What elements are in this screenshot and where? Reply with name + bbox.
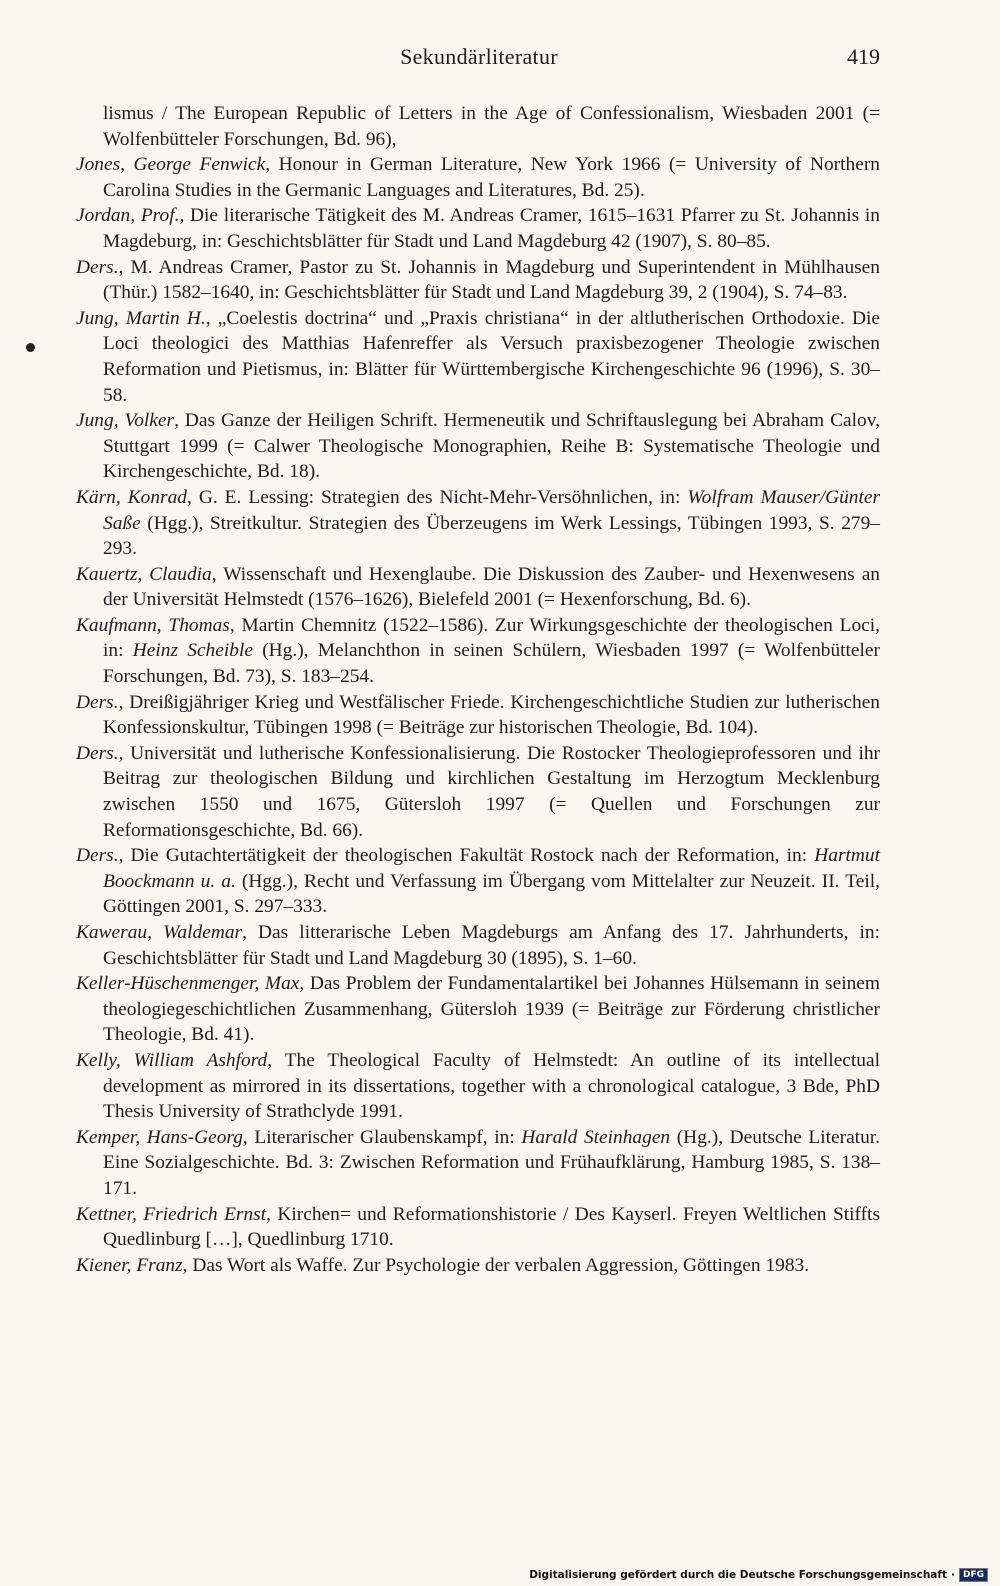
bibliography-list [76,101,880,1278]
bibliography-entry [76,152,880,203]
entry-author: Keller-Hüschenmenger, Max [76,973,300,995]
digitization-credit: Digitalisierung gefördert durch die Deutsche Forschungsgemeinschaft · DFG [529,1568,988,1582]
entry-text: , Literarischer Glaubenskampf, in: [242,1126,522,1148]
entry-author: Ders. [76,845,119,867]
entry-text: (Hgg.), Recht und Verfassung im Übergang vom Mittelalter zur Neuzeit. II. Teil, Göttingen 2001, S. 297–333. [103,870,880,918]
entry-author: Kärn, Konrad [76,486,187,508]
entry-text: , Wissenschaft und Hexenglaube. Die Diskussion des Zauber- und Hexenwesens an der Universität Helmstedt (1576–1626), Bielefeld 2001 (= Hexenforschung, Bd. 6). [103,563,880,611]
bibliography-entry [76,843,880,920]
bibliography-entry [76,1253,880,1279]
bibliography-entry [76,690,880,741]
entry-text: , Das Problem der Fundamentalartikel bei Johannes Hülsemann in seinem theologiegeschichtlichen Zusammenhang, Gütersloh 1939 (= Beiträge zur Förderung christlicher Theologie, Bd. 41). [103,973,880,1046]
entry-text: , Das Wort als Waffe. Zur Psychologie der verbalen Aggression, Göttingen 1983. [182,1254,810,1276]
entry-author: Jung, Volker [76,410,175,432]
page-header [78,44,880,76]
entry-text: , Kirchen= und Reformationshistorie / Des Kayserl. Freyen Weltlichen Stiffts Quedlinburg […], Quedlinburg 1710. [103,1203,880,1251]
entry-text: , Das litterarische Leben Magdeburgs am Anfang des 17. Jahrhunderts, in: Geschichtsblätter für Stadt und Land Magdeburg 30 (1895), S. 1–60. [103,922,880,969]
entry-author: Kawerau, Waldemar [76,922,243,943]
entry-author: Kiener, Franz [76,1254,183,1276]
entry-author: Ders. [76,742,119,764]
dfg-logo-icon: DFG [959,1568,988,1582]
entry-text: , Das Ganze der Heiligen Schrift. Hermeneutik und Schriftauslegung bei Abraham Calov, Stuttgart 1999 (= Calwer Theologische Monographien, Reihe B: Systematische Theologie und Kirchengeschichte, Bd. 18). [103,410,880,483]
entry-author: Ders. [76,256,119,278]
bibliography-entry [76,485,880,562]
entry-editors: Wolfram Mauser/Günter Saße [103,486,881,534]
entry-text: (Hgg.), Streitkultur. Strategien des Überzeugens im Werk Lessings, Tübingen 1993, S. 279–293. [103,512,880,560]
bibliography-entry [76,971,880,1048]
entry-text: lismus / The European Republic of Letters in the Age of Confessionalism, Wiesbaden 2001 (= Wolfenbütteler Forschungen, Bd. 96), [103,103,880,150]
entry-author: Jung, Martin H. [76,307,206,329]
bibliography-entry [76,255,880,306]
entry-author: Jones, George Fenwick [76,154,266,176]
entry-text: (Hg.), Melanchthon in seinen Schülern, Wiesbaden 1997 (= Wolfenbütteler Forschungen, Bd. 73), S. 183–254. [103,640,880,688]
entry-author: Kauertz, Claudia [76,563,212,585]
entry-author: Kaufmann, Thomas [76,614,230,636]
bibliography-entry [76,1125,880,1202]
entry-author: Kelly, William Ashford [76,1049,268,1071]
entry-text: , Universität und lutherische Konfessionalisierung. Die Rostocker Theologieprofessoren und ihr Beitrag zur theologischen Bildung und kirchlichen Gestaltung im Herzogtum Mecklenburg zwischen 1550 und 1675, Gütersloh 1997 (= Quellen und Forschungen zur Reformationsgeschichte, Bd. 66). [103,742,880,841]
bibliography-entry [76,101,880,152]
entry-text: , Die literarische Tätigkeit des M. Andreas Cramer, 1615–1631 Pfarrer zu St. Johannis in Magdeburg, in: Geschichtsblätter für Stadt und Land Magdeburg 42 (1907), S. 80–85. [103,205,880,252]
bibliography-entry [76,562,880,613]
entry-text: , Honour in German Literature, New York 1966 (= University of Northern Carolina Studies in the Germanic Languages and Literatures, Bd. 25). [103,154,880,201]
bibliography-entry [76,741,880,843]
bibliography-entry [76,920,880,971]
bibliography-entry [76,203,880,254]
entry-author: Ders. [76,691,119,713]
entry-text: (Hg.), Deutsche Literatur. Eine Sozialgeschichte. Bd. 3: Zwischen Reformation und Frühaufklärung, Hamburg 1985, S. 138–171. [103,1126,881,1199]
entry-text: , Dreißigjähriger Krieg und Westfälischer Friede. Kirchengeschichtliche Studien zur lutherischen Konfessionskultur, Tübingen 1998 (= Beiträge zur historischen Theologie, Bd. 104). [103,691,880,739]
credit-text: Digitalisierung gefördert durch die Deutsche Forschungsgemeinschaft [529,1569,947,1581]
entry-editors: Hartmut Boockmann u. a. [103,845,880,892]
entry-author: Jordan, Prof. [76,205,180,227]
bibliography-entry [76,306,880,408]
entry-editors: Harald Steinhagen [521,1126,671,1148]
entry-editors: Heinz Scheible [132,640,253,662]
margin-mark [26,343,35,352]
entry-text: , Martin Chemnitz (1522–1586). Zur Wirkungsgeschichte der theologischen Loci, in: [103,614,880,662]
bibliography-entry [76,1202,880,1253]
bibliography-entry [76,408,880,485]
bibliography-entry [76,1048,880,1125]
running-head: Sekundärliteratur [400,44,558,69]
entry-author: Kemper, Hans-Georg [76,1126,243,1148]
page-number: 419 [847,44,880,69]
entry-text: , Die Gutachtertätigkeit der theologischen Fakultät Rostock nach der Reformation, in: [118,845,815,867]
entry-text: , „Coelestis doctrina“ und „Praxis christiana“ in der altlutherischen Orthodoxie. Die Loci theologici des Matthias Hafenreffer als Versuch praxisbezogener Theologie zwischen Reformation und Pietismus, in: Blätter für Württembergische Kirchengeschichte 96 (1996), S. 30–58. [103,307,881,406]
entry-text: , G. E. Lessing: Strategien des Nicht-Mehr-Versöhnlichen, in: [186,486,688,508]
entry-text: , The Theological Faculty of Helmstedt: An outline of its intellectual development as mirrored in its dissertations, together with a chronological catalogue, 3 Bde, PhD Thesis University of Strathclyde 1991. [103,1049,880,1123]
entry-author: Kettner, Friedrich Ernst [76,1203,267,1225]
entry-text: , M. Andreas Cramer, Pastor zu St. Johannis in Magdeburg und Superintendent in Mühlhausen (Thür.) 1582–1640, in: Geschichtsblätter für Stadt und Land Magdeburg 39, 2 (1904), S. 74–83. [103,256,880,304]
bibliography-entry [76,613,880,690]
